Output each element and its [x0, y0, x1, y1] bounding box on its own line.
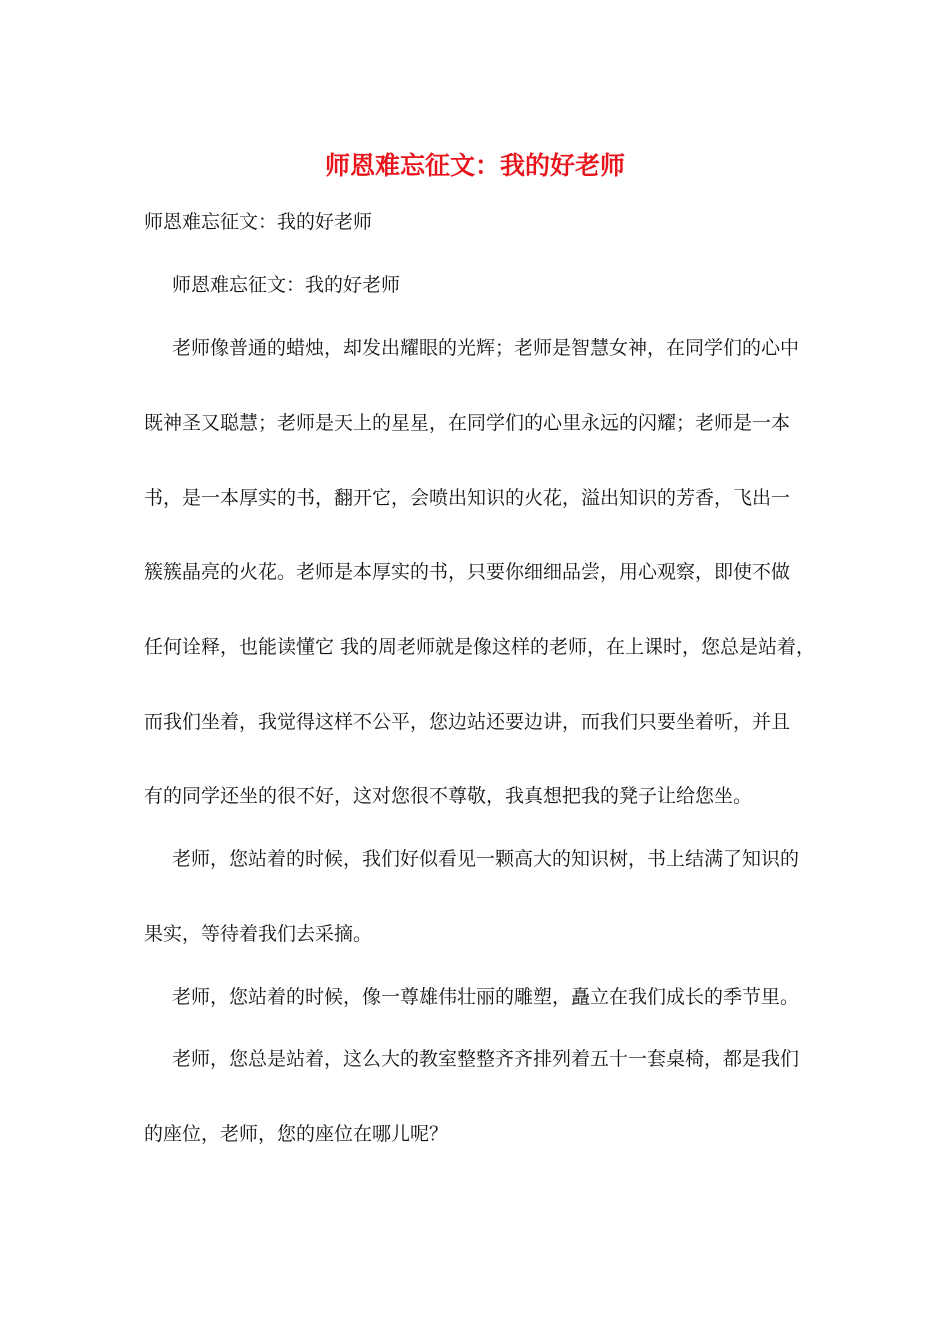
body-line: 书，是一本厚实的书，翻开它，会喷出知识的火花，溢出知识的芳香，飞出一 [144, 487, 791, 509]
document-title: 师恩难忘征文：我的好老师 [324, 151, 625, 180]
body-line: 而我们坐着，我觉得这样不公平，您边站还要边讲，而我们只要坐着听，并且 [144, 711, 791, 733]
body-line: 师恩难忘征文：我的好老师 [172, 274, 401, 296]
body-line: 老师，您站着的时候，我们好似看见一颗高大的知识树，书上结满了知识的 [172, 848, 800, 870]
body-line: 果实，等待着我们去采摘。 [144, 923, 373, 945]
body-line: 既神圣又聪慧；老师是天上的星星，在同学们的心里永远的闪耀；老师是一本 [144, 412, 791, 434]
body-line: 老师像普通的蜡烛，却发出耀眼的光辉；老师是智慧女神，在同学们的心中 [172, 337, 800, 359]
body-line: 簇簇晶亮的火花。老师是本厚实的书，只要你细细品尝，用心观察，即使不做 [144, 561, 791, 583]
body-line: 师恩难忘征文：我的好老师 [144, 211, 373, 233]
body-line: 有的同学还坐的很不好，这对您很不尊敬，我真想把我的凳子让给您坐。 [144, 785, 753, 807]
body-line: 的座位，老师，您的座位在哪儿呢？ [144, 1123, 449, 1145]
body-line: 老师，您总是站着，这么大的教室整整齐齐排列着五十一套桌椅，都是我们 [172, 1048, 800, 1070]
body-line: 老师，您站着的时候，像一尊雄伟壮丽的雕塑，矗立在我们成长的季节里。 [172, 986, 800, 1008]
body-line: 任何诠释，也能读懂它 我的周老师就是像这样的老师，在上课时，您总是站着， [144, 636, 816, 658]
